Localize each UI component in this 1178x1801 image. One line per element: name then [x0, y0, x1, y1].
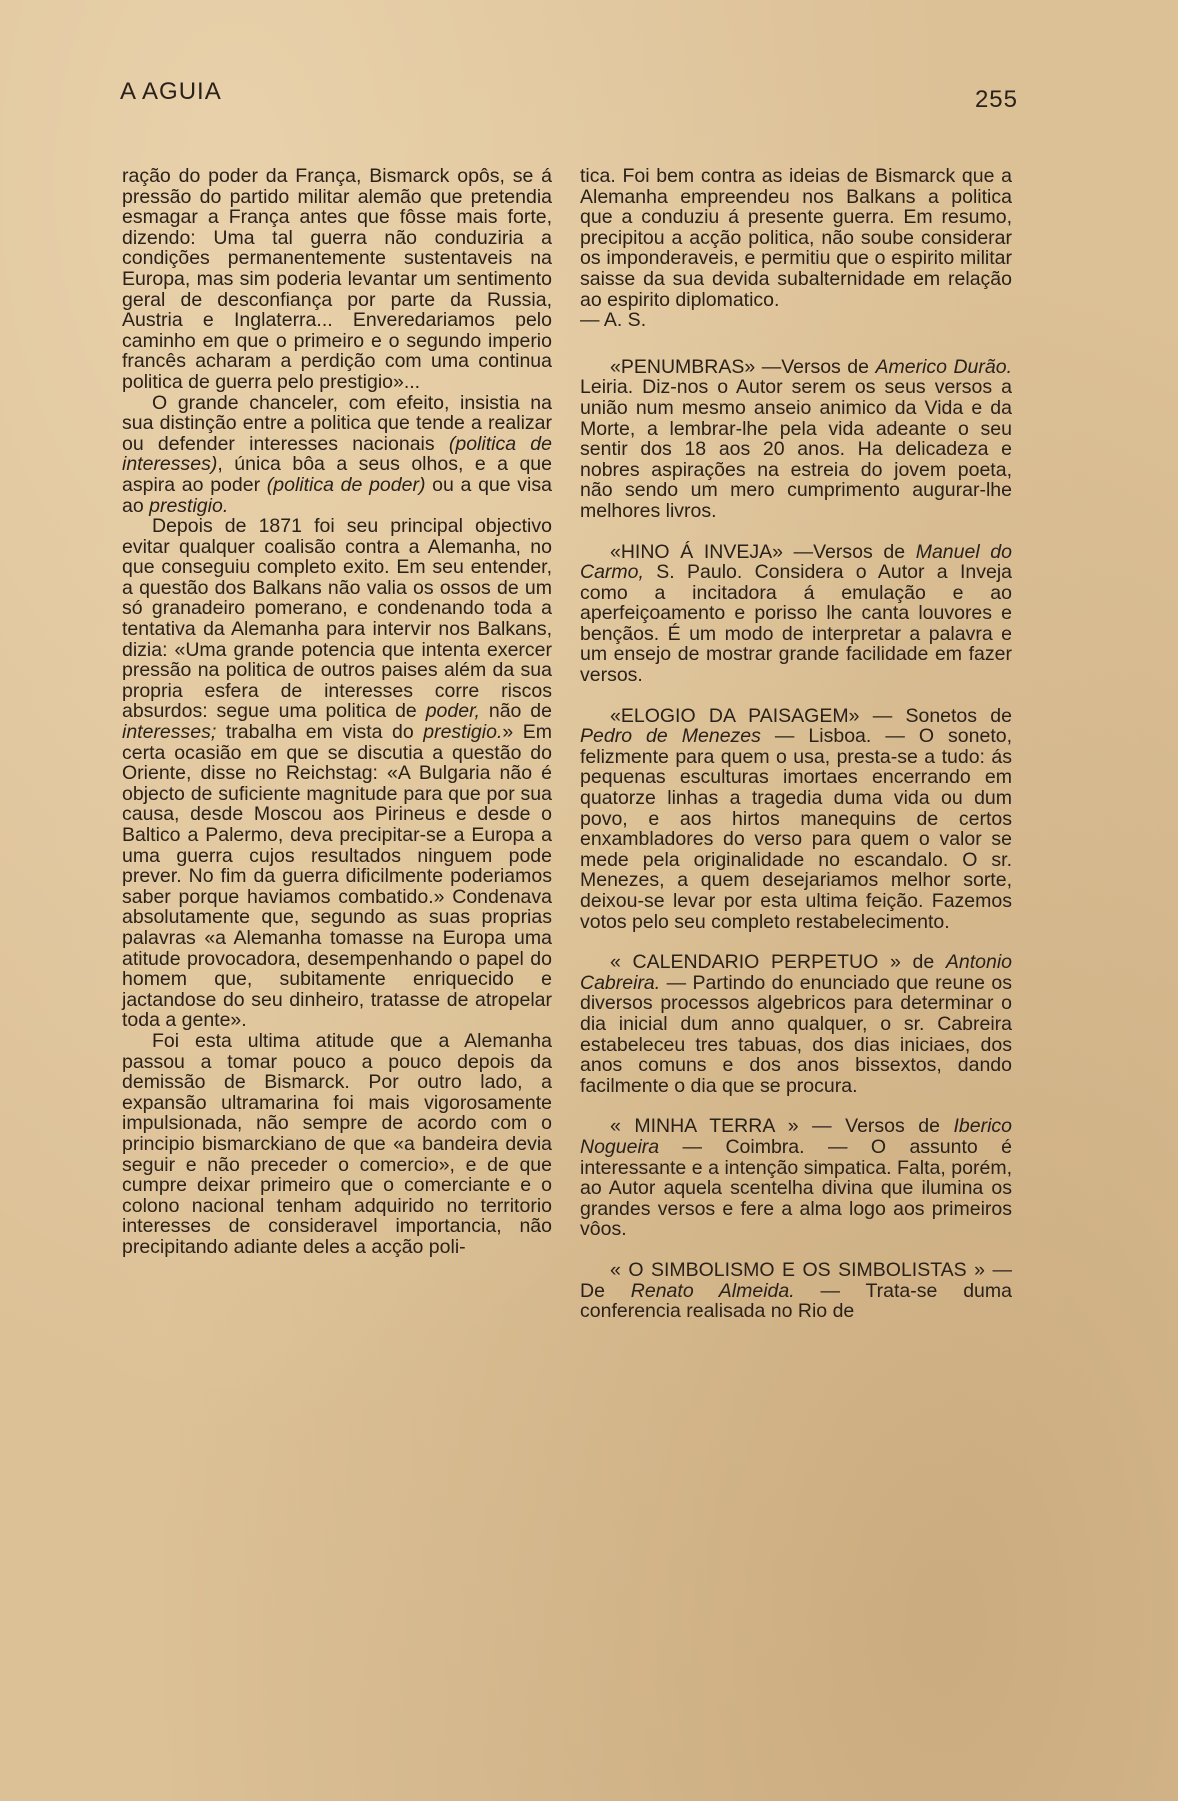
review-minha-terra: « MINHA TERRA » — Versos de Iberico Nogueira — Coimbra. — O assunto é interessante e a intenção simpatica. Falta, porém, ao Autor aquela scentelha divina que ilumina os grandes versos e fere a alma logo aos primeiros vôos. — [580, 1115, 1012, 1241]
running-title: A AGUIA — [120, 78, 222, 105]
left-column — [122, 166, 552, 1257]
review-calendario-perpetuo: « CALENDARIO PERPETUO » de Antonio Cabreira. — Partindo do enunciado que reune os diversos processos algebricos para determinar o dia inicial dum anno qualquer, o sr. Cabreira estabeleceu tres tabuas, dos dias iniciaes, dos anos comuns e dos anos bissextos, dando facilmente o dia que se procura. — [580, 951, 1012, 1097]
author-signature: — A. S. — [580, 309, 647, 332]
right-column — [580, 166, 1012, 1322]
paragraph: ração do poder da França, Bismarck opôs, se á pressão do partido militar alemão que pretendia esmagar a França antes que fôsse mais forte, dizendo: Uma tal guerra não conduziria a condições permanentemente sustentaveis na Europa, mas sim poderia levantar um sentimento geral de desconfiança por parte da Russia, Austria e Inglaterra... Enveredariamos pelo caminho em que o primeiro e o segundo imperio francês acharam a perdição com uma continua politica de guerra pelo prestigio»... — [122, 165, 552, 393]
review-o-simbolismo: « O SIMBOLISMO E OS SIMBOLISTAS » — De Renato Almeida. — Trata-se duma conferencia realisada no Rio de — [580, 1258, 1012, 1323]
paragraph: Foi esta ultima atitude que a Alemanha passou a tomar pouco a pouco depois da demissão de Bismarck. Por outro lado, a expansão ultramarina foi mais vigorosamente impulsionada, não sempre de acordo com o principio bismarckiano de que «a bandeira devia seguir e não preceder o comercio», e de que cumpre deixar primeiro que o comerciante e o colono nacional tenham adquirido no territorio interesses de consideravel importancia, não precipitando adiante deles a acção poli- — [122, 1029, 552, 1258]
page-header — [120, 78, 1018, 118]
review-elogio-da-paisagem: «ELOGIO DA PAISAGEM» — Sonetos de Pedro de Menezes — Lisboa. — O soneto, felizmente para quem o usa, presta-se a tudo: ás pequenas esculturas imortaes encerrando em quatorze linhas a tragedia duma vida ou dum povo, e aos hirtos manequins de certos enxambladores do verso para quem o valor se mede pela originalidade no escandalo. O sr. Menezes, a quem desejariamos melhor sorte, deixou-se levar por esta ultima feição. Fazemos votos pelo seu completo restabelecimento. — [580, 704, 1012, 933]
review-hino-a-inveja: «HINO Á INVEJA» —Versos de Manuel do Carmo, S. Paulo. Considera o Autor a Inveja como a incitadora á emulação e ao aperfeiçoamento e porisso lhe canta louvores e bençãos. É um modo de interpretar a palavra e um ensejo de mostrar grande facilidade em fazer versos. — [580, 540, 1012, 687]
paragraph: O grande chanceler, com efeito, insistia na sua distinção entre a politica que tende a realizar ou defender interesses nacionais (politica de interesses), única bôa a seus olhos, e a que aspira ao poder (politica de poder) ou a que visa ao prestigio. — [122, 391, 552, 517]
page-number: 255 — [974, 86, 1018, 113]
review-penumbras: «PENUMBRAS» —Versos de Americo Durão. Leiria. Diz-nos o Autor serem os seus versos a união num mesmo anseio animico da Vida e da Morte, a lembrar-lhe pela vida adeante o seu sentir dos 18 aos 20 anos. Ha delicadeza e nobres aspirações na estreia do jovem poeta, não sendo um mero cumprimento augurar-lhe melhores livros. — [580, 355, 1012, 522]
paragraph: tica. Foi bem contra as ideias de Bismarck que a Alemanha empreendeu nos Balkans a politica que a conduziu á presente guerra. Em resumo, precipitou a acção politica, não soube considerar os imponderaveis, e permitiu que o espirito militar saisse da sua devida subalternidade em relação ao espirito diplomatico. — A. S. — [580, 165, 1012, 332]
paragraph: Depois de 1871 foi seu principal objectivo evitar qualquer coalisão contra a Alemanha, no que conseguiu completo exito. Em seu entender, a questão dos Balkans não valia os ossos de um só granadeiro pomerano, e condenando toda a tentativa da Alemanha para intervir nos Balkans, dizia: «Uma grande potencia que intenta exercer pressão na politica de outros paises além da sua propria esfera de interesses corre riscos absurdos: segue uma politica de poder, não de interesses; trabalha em vista do prestigio.» Em certa ocasião em que se discutia a questão do Oriente, disse no Reichstag: «A Bulgaria não é objecto de suficiente magnitude para que por sua causa, desde Moscou aos Pirineus e desde o Baltico a Palermo, deva precipitar-se a Europa a uma guerra cujos resultados ninguem pode prever. No fim da guerra dificilmente poderiamos saber porque haviamos combatido.» Condenava absolutamente que, segundo as suas proprias palavras «a Alemanha tomasse na Europa uma atitude provocadora, desempenhando o papel do homem que, subitamente enriquecido e jactandose do seu dinheiro, tratasse de atropelar toda a gente». — [122, 515, 552, 1032]
